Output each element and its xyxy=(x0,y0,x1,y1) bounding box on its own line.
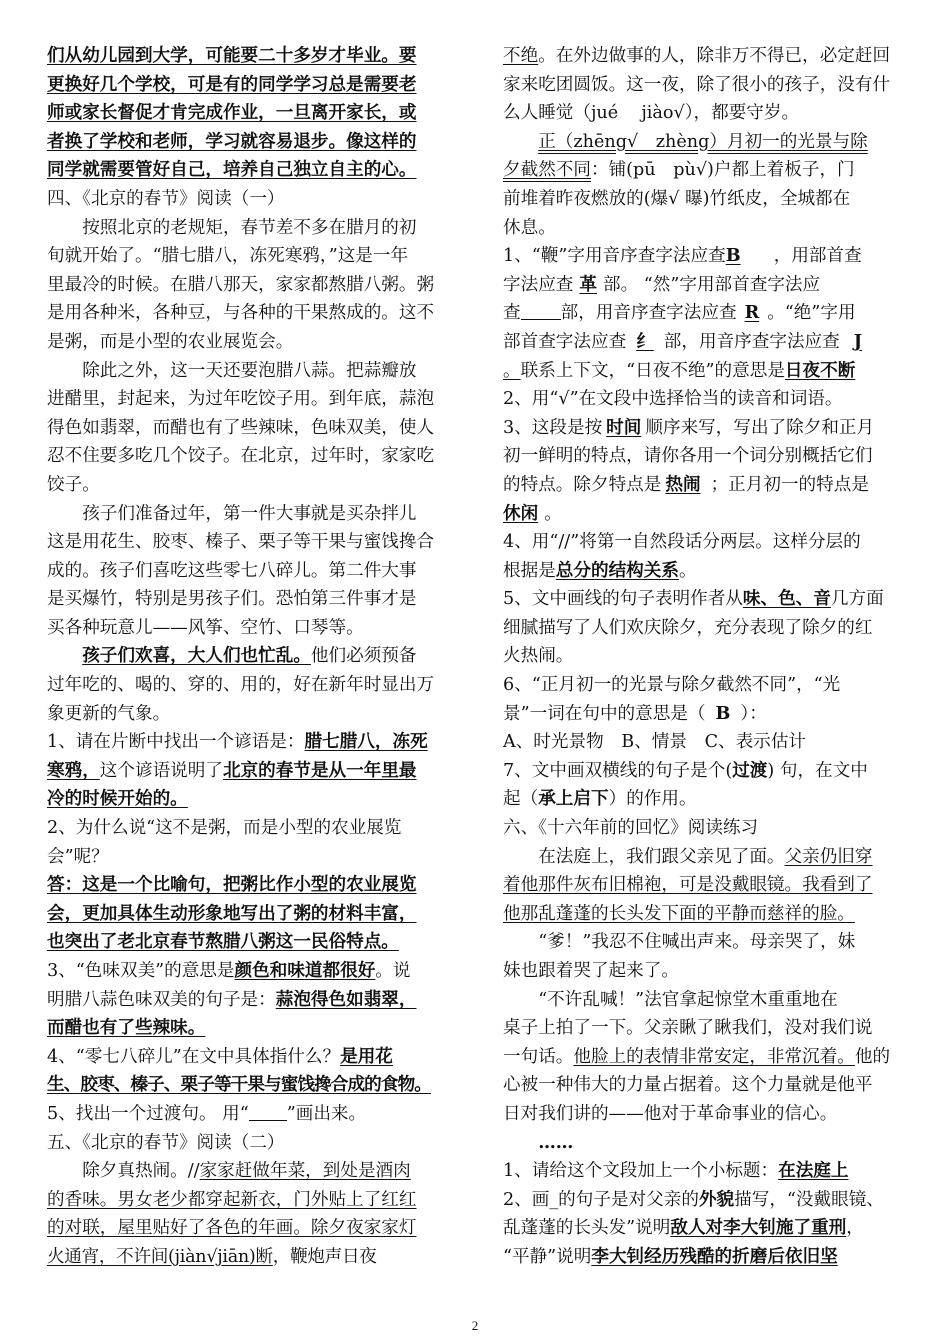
text-line: 前堆着昨夜燃放的(爆√ 曝)竹纸皮，全城都在 xyxy=(503,188,851,209)
text-line: 是粥，而是小型的农业展览会。 xyxy=(47,331,294,352)
question-line: 查 部，用音序查字法应查 R 。“绝”字用 xyxy=(503,299,905,328)
answer: 承上启下 xyxy=(538,788,609,810)
underlined-sentence: 着他那件灰布旧棉袍，可是没戴眼镜。我看到了 xyxy=(503,875,873,896)
text-line: 更换好几个学校，可是有的同学学习总是需要老 xyxy=(47,73,417,95)
text-line: 么人睡觉（jué jiào√），都要守岁。 xyxy=(503,103,800,124)
answer: 腊七腊八，冻死 xyxy=(304,731,428,753)
answer: 时间 xyxy=(606,416,642,438)
answer: 冷的时候开始的。 xyxy=(47,788,188,810)
section-5-title: 五、《北京的春节》阅读（二） xyxy=(47,1132,285,1153)
section-6-title: 六、《十六年前的回忆》阅读练习 xyxy=(503,818,759,839)
text-line: 桌子上拍了一下。父亲瞅了瞅我们，没对我们说 xyxy=(503,1018,873,1039)
text-line: 夕截然不同：铺(pū pù√)户都上着板子，门 xyxy=(503,160,855,181)
answer: 李大钊经历残酷的折磨后依旧坚 xyxy=(591,1245,838,1267)
underlined-sentence: 他那乱蓬蓬的长头发下面的平静而慈祥的脸。 xyxy=(503,903,855,924)
answer: 总分的结构关系 xyxy=(555,559,679,581)
answer: 休闲 xyxy=(503,502,539,524)
answer: 热闹 xyxy=(665,473,701,495)
question-line: 字法应查 革 部。 “然”字用部首查字法应 xyxy=(503,273,821,295)
text-line: 买各种玩意儿——风筝、空竹、口琴等。 xyxy=(47,617,364,638)
answer: R xyxy=(744,302,760,324)
question-line: 1、请给这个文段加上一个小标题：在法庭上 xyxy=(503,1160,849,1182)
answer: 颜色和味道都很好 xyxy=(234,960,376,981)
question-line: 4、“零七八碎儿”在文中具体指什么？是用花 xyxy=(47,1045,393,1067)
text-line: 旬就开始了。“腊七腊八，冻死寒鸦，”这是一年 xyxy=(47,246,409,267)
text-line: 象更新的气象。 xyxy=(47,703,171,724)
question-line: 2、用“√”在文段中选择恰当的读音和词语。 xyxy=(503,389,843,410)
text-line: 按照北京的老规矩，春节差不多在腊月的初 xyxy=(82,217,417,238)
text-line: 一句话。他脸上的表情非常安定，非常沉着。他的 xyxy=(503,1046,891,1067)
question-line: 细腻描写了人们欢庆除夕，充分表现了除夕的红 xyxy=(503,617,873,638)
underline-blank xyxy=(521,299,561,320)
answer: 外貌 xyxy=(698,1188,735,1210)
question-line: 休闲 。 xyxy=(503,502,562,524)
ellipsis: …… xyxy=(538,1131,574,1153)
text-line: 同学就需要管好自己，培养自己独立自主的心。 xyxy=(47,159,417,181)
text-line: 这是用花生、胶枣、榛子、栗子等干果与蜜饯搀合 xyxy=(47,532,435,553)
question-line: 寒鸦，这个谚语说明了北京的春节是从一年里最 xyxy=(47,759,417,781)
answer: 味、色、音 xyxy=(742,588,831,610)
question-line: 6、“正月初一的光景与除夕截然不同”，“光 xyxy=(503,675,841,696)
answer: 也突出了老北京春节熬腊八粥这一民俗特点。 xyxy=(47,931,399,953)
section-4-title: 四、《北京的春节》阅读（一） xyxy=(47,188,285,209)
text-line xyxy=(503,128,905,157)
answer: B xyxy=(715,702,731,724)
question-line: “平静”说明李大钊经历残酷的折磨后依旧坚 xyxy=(503,1245,838,1267)
underlined-sentence: 孩子们欢喜，大人们也忙乱。 xyxy=(82,645,311,667)
text-line: 过年吃的、喝的、穿的、用的，好在新年时显出万 xyxy=(47,675,435,696)
question-line: 2、画_的句子是对父亲的外貌描写，“没戴眼镜、 xyxy=(503,1188,884,1210)
answer: 北京的春节是从一年里最 xyxy=(222,759,417,781)
answer: 日夜不断 xyxy=(784,359,856,381)
question-line: 会”呢？ xyxy=(47,846,109,867)
answer: 是用花 xyxy=(340,1045,393,1067)
answer: 在法庭上 xyxy=(778,1160,849,1182)
answer: 过渡 xyxy=(732,759,768,781)
answer: J xyxy=(853,330,863,352)
underlined-sentence: 的香味。男女老少都穿起新衣，门外贴上了红红 xyxy=(47,1189,417,1210)
underlined-sentence: 家家赶做年菜，到处是酒肉 xyxy=(199,1161,411,1182)
text-line: 是用各种米，各种豆，与各种的干果熬成的。这不 xyxy=(47,303,435,324)
question-line: 1、“鞭”字用音序查字法应查B ，用部首查 xyxy=(503,242,905,271)
question-line: 1、请在片断中找出一个谚语是：腊七腊八，冻死 xyxy=(47,731,428,753)
text-line: 得色如翡翠，而醋也有了些辣味，色味双美，使人 xyxy=(47,417,435,438)
question-line: 5、文中画线的句子表明作者从味、色、音几方面 xyxy=(503,588,884,610)
answer: 蒜泡得色如翡翠， xyxy=(275,988,417,1010)
text-line: 家来吃团圆饭。这一夜，除了很小的孩子，没有什 xyxy=(503,74,891,95)
question-line: 火热闹。 xyxy=(503,646,574,667)
answer: 寒鸦， xyxy=(47,759,100,781)
options-line: A、时光景物 B、情景 C、表示估计 xyxy=(503,732,807,753)
question-line: 4、用“//”将第一自然段话分两层。这样分层的 xyxy=(503,532,861,553)
answer: 生、胶枣、榛子、栗子等干果与蜜饯搀合成的食物。 xyxy=(47,1074,431,1096)
answer: 纟 xyxy=(636,330,654,352)
underlined-sentence: 父亲仍旧穿 xyxy=(784,846,873,867)
text-line: 在法庭上，我们跟父亲见了面。父亲仍旧穿 xyxy=(538,846,873,867)
question-line: 景”一词在句中的意思是（ B ）： xyxy=(503,702,767,724)
underlined-sentence: 火通宵，不许间(jiàn√jiān)断 xyxy=(47,1246,273,1267)
answer: 敌人对李大钊施了重刑 xyxy=(670,1217,847,1239)
left-column xyxy=(47,42,447,1272)
text-line: 不绝。在外边做事的人，除非万不得已，必定赶回 xyxy=(503,46,891,66)
text-line: 火通宵，不许间(jiàn√jiān)断，鞭炮声日夜 xyxy=(47,1246,377,1267)
double-underlined-sentence: 夕截然不同 xyxy=(503,160,591,181)
question-line: 根据是总分的结构关系。 xyxy=(503,559,697,581)
question-line: 。联系上下文，“日夜不绝”的意思是日夜不断 xyxy=(503,359,856,381)
text-line: 师或家长督促才肯完成作业，一旦离开家长，或 xyxy=(47,102,417,124)
question-line: 乱蓬蓬的长头发”说明敌人对李大钊施了重刑， xyxy=(503,1217,864,1239)
underlined-sentence: 他脸上的表情非常安定，非常沉着。 xyxy=(573,1046,855,1067)
text-line: 妹也跟着哭了起来了。 xyxy=(503,961,679,981)
answer: 革 xyxy=(579,273,597,295)
right-column xyxy=(503,42,905,1272)
answer: 而醋也有了些辣味。 xyxy=(47,1017,206,1039)
text-line: 日对我们讲的——他对于革命事业的信心。 xyxy=(503,1103,838,1124)
text-line: 进醋里，封起来，为过年吃饺子用。到年底，蒜泡 xyxy=(47,389,435,410)
question-line: 起（承上启下）的作用。 xyxy=(503,788,697,810)
answer: B xyxy=(725,245,741,267)
text-line: 是买爆竹，特别是男孩子们。恐怕第三件事才是 xyxy=(47,589,417,610)
text-line: 孩子们欢喜，大人们也忙乱。他们必须预备 xyxy=(82,645,417,667)
text-line: 除此之外，这一天还要泡腊八蒜。把蒜瓣放 xyxy=(82,360,417,381)
answer: 会，更加具体生动形象地写出了粥的材料丰富， xyxy=(47,902,417,924)
page-number: 2 xyxy=(471,1318,479,1333)
question-line: 3、这段是按 时间 顺序来写，写出了除夕和正月 xyxy=(503,416,875,438)
text-line: 心被一种伟大的力量占据着。这个力量就是他平 xyxy=(503,1075,873,1096)
text-line: 者换了学校和老师，学习就容易退步。像这样的 xyxy=(47,130,417,152)
text-line: 孩子们准备过年，第一件大事就是买杂拌儿 xyxy=(82,503,417,524)
double-underlined-sentence: 正（zhēng√ zhèng）月初一的光景与除 xyxy=(538,131,868,152)
question-line: 的特点。除夕特点是 热闹 ；正月初一的特点是 xyxy=(503,473,869,495)
text-line: “不许乱喊！”法官拿起惊堂木重重地在 xyxy=(538,989,838,1010)
question-line: 初一鲜明的特点，请你各用一个词分别概括它们 xyxy=(503,446,873,467)
text-line: 成的。孩子们喜吃这些零七八碎儿。第二件大事 xyxy=(47,560,417,581)
answer: 答：这是一个比喻句，把粥比作小型的农业展览 xyxy=(47,874,417,896)
question-line: 明腊八蒜色味双美的句子是：蒜泡得色如翡翠， xyxy=(47,988,417,1010)
question-line: 3、“色味双美”的意思是颜色和味道都很好。说 xyxy=(47,960,411,981)
question-line xyxy=(47,785,447,814)
text-line: 除夕真热闹。//家家赶做年菜，到处是酒肉 xyxy=(82,1161,411,1182)
question-line: 部首查字法应查 纟 部，用音序查字法应查 J xyxy=(503,328,905,357)
text-line: 们从幼儿园到大学，可能要二十多岁才毕业。要 xyxy=(47,45,417,66)
question-line: 7、文中画双横线的句子是个(过渡) 句，在文中 xyxy=(503,759,868,781)
text-line: 忍不住要多吃几个饺子。在北京，过年时，家家吃 xyxy=(47,446,435,467)
question-line: 2、为什么说“这不是粥，而是小型的农业展览 xyxy=(47,818,402,839)
text-line: 饺子。 xyxy=(47,474,100,495)
underline-blank xyxy=(249,1100,287,1121)
underlined-sentence: 不绝 xyxy=(503,46,539,66)
text-line: “爹！”我忍不住喊出声来。母亲哭了，妹 xyxy=(538,932,856,953)
text-line: 休息。 xyxy=(503,217,556,238)
question-line: 5、找出一个过渡句。 用“ ”画出来。 xyxy=(47,1100,447,1129)
text-line: 里最冷的时候。在腊八那天，家家都熬腊八粥。粥 xyxy=(47,274,435,295)
underlined-sentence: 的对联，屋里贴好了各色的年画。除夕夜家家灯 xyxy=(47,1218,417,1239)
